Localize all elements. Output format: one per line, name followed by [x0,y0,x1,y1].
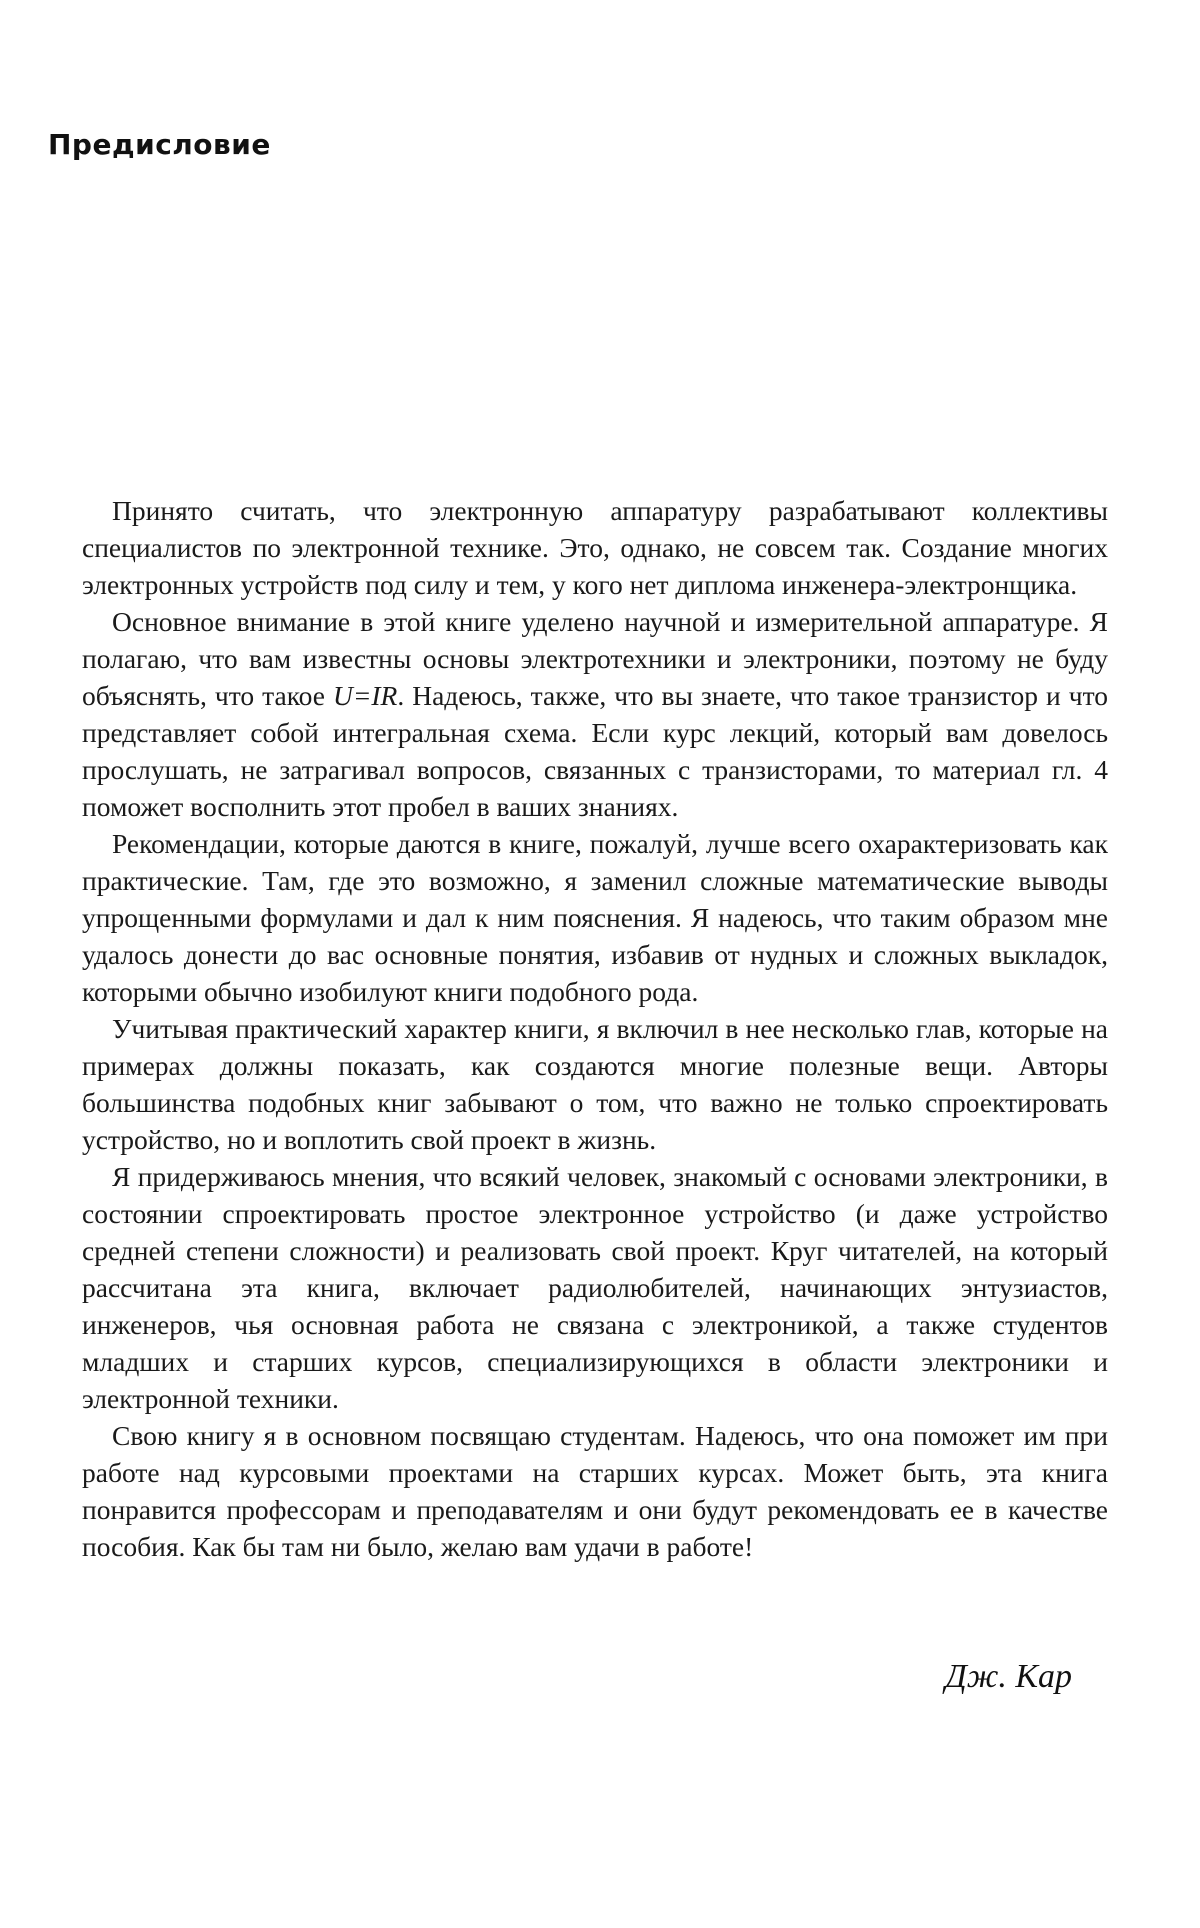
paragraph-text: Свою книгу я в основном посвящаю студентам. Надеюсь, что она поможет им при работе над курсовыми проектами на старших курсах. Может быть, эта книга понравится профессорам и преподавателям и они будут рекомендовать ее в качестве пособия. Как бы там ни было, желаю вам удачи в работе! [82,1420,1108,1562]
paragraph-2 [82,603,1108,825]
paragraph-text: Основное внимание в этой книге уделено научной и измерительной аппаратуре. Я полагаю, что вам известны основы электротехники и электроники, поэтому не буду объяснять, что такое [82,606,1108,711]
paragraph-1 [82,492,1108,603]
paragraph-text: Я придерживаюсь мнения, что всякий человек, знакомый с основами электроники, в состоянии спроектировать простое электронное устройство (и даже устройство средней степени сложности) и реализовать свой проект. Круг читателей, на который рассчитана эта книга, включает радиолюбителей, начинающих энтузиастов, инженеров, чья основная работа не связана с электроникой, а также студентов младших и старших курсов, специализирующихся в области электроники и электронной техники. [82,1161,1108,1414]
paragraph-text: Рекомендации, которые даются в книге, пожалуй, лучше всего охарактеризовать как практические. Там, где это возможно, я заменил сложные математические выводы упрощенными формулами и дал к ним пояснения. Я надеюсь, что таким образом мне удалось донести до вас основные понятия, избавив от нудных и сложных выкладок, которыми обычно изобилуют книги подобного рода. [82,828,1108,1007]
page-title: Предисловие [48,128,271,161]
paragraph-text: Принято считать, что электронную аппаратуру разрабатывают коллективы специалистов по электронной технике. Это, однако, не совсем так. Создание многих электронных устройств под силу и тем, у кого нет диплома инженера-электронщика. [82,495,1108,600]
paragraph-5 [82,1158,1108,1417]
paragraph-text: . Надеюсь, также, что вы знаете, что такое транзистор и что представляет собой интегральная схема. Если курс лекций, который вам довелось прослушать, не затрагивал вопросов, связанных с транзисторами, то материал гл. 4 поможет восполнить этот пробел в ваших знаниях. [82,680,1108,822]
paragraph-4 [82,1010,1108,1158]
paragraph-3 [82,825,1108,1010]
preface-body [82,492,1108,1565]
paragraph-text: Учитывая практический характер книги, я включил в нее несколько глав, которые на примерах должны показать, как создаются многие полезные вещи. Авторы большинства подобных книг забывают о том, что важно не только спроектировать устройство, но и воплотить свой проект в жизнь. [82,1013,1108,1155]
paragraph-6 [82,1417,1108,1565]
author-signature: Дж. Кар [945,1658,1072,1695]
formula-ohms-law: U=IR [332,680,398,711]
